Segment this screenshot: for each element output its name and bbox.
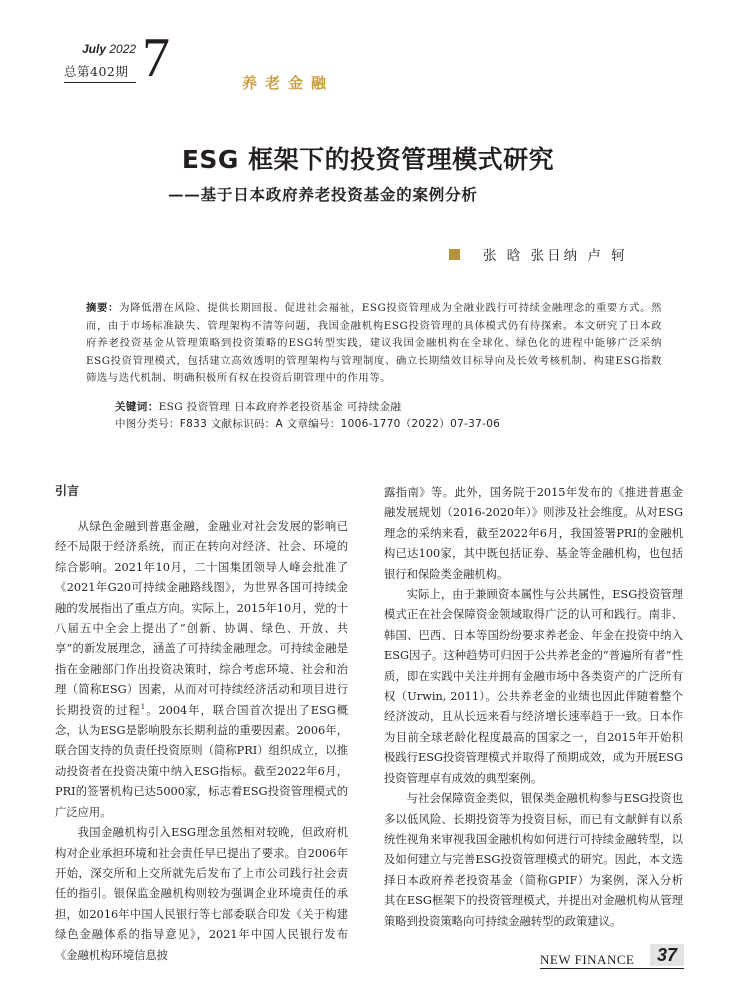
paragraph: 我国金融机构引入ESG理念虽然相对较晚，但政府机构对企业承担环境和社会责任早已提出了要求。自2006年开始，深交所和上交所就先后发布了上市公司践行社会责任的指引。银保监金融机构则较为强调企业环境责任的承担，如2016年中国人民银行等七部委联合印发《关于构建绿色金融体系的指导意见》，2021年中国人民银行发布《金融机构环境信息披	[55, 826, 348, 962]
keywords-label: 关键词：	[115, 401, 159, 413]
column-title: 养老金融	[242, 74, 335, 92]
body-column-right	[384, 483, 683, 932]
classification-line: 中图分类号：F833 文献标识码：A 文章编号：1006-1770（2022）07-37-06	[115, 418, 501, 430]
issue-month: July	[82, 42, 107, 56]
issue-number: 7	[142, 27, 170, 89]
issue-date	[82, 42, 136, 56]
abstract-text: 为降低潜在风险、提供长期回报、促进社会福祉，ESG投资管理成为全融业践行可持续金融理念的重要方式。然而，由于市场标准缺失、管理架构不清等问题，我国金融机构ESG投资管理的具体模式仍有待探索。本文研究了日本政府养老投资基金从管理策略到投资策略的ESG转型实践，建议我国金融机构在全球化、绿色化的进程中能够广泛采纳ESG投资管理模式，包括建立高效透明的管理架构与管理制度、确立长期绩效目标导向及长效考核机制、构建ESG指数筛选与迭代机制、明确积极所有权在投资后期管理中的作用等。	[86, 302, 662, 384]
journal-name: NEW FINANCE	[540, 952, 635, 967]
paragraph-text: 从绿色金融到普惠金融，金融业对社会发展的影响已经不局限于经济系统，而正在转向对经济、社会、环境的综合影响。2021年10月，二十国集团领导人峰会批准了《2021年G20可持续金融路线图》，为世界各国可持续金融的发展指出了重点方向。实际上，2015年10月，党的十八届五中全会上提出了“创新、协调、绿色、开放、共享”的新发展理念，涵盖了可持续金融理念。可持续金融是指在金融部门作出投资决策时，综合考虑环境、社会和治理（简称ESG）因素，从而对可持续经济活动和项目进行长期投资的过程	[55, 520, 348, 717]
keywords-text: ESG 投资管理 日本政府养老投资基金 可持续金融	[158, 401, 402, 413]
page-number: 37	[650, 944, 684, 966]
article-subtitle: ——基于日本政府养老投资基金的案例分析	[168, 185, 478, 204]
article-title: ESG 框架下的投资管理模式研究	[181, 145, 555, 174]
paragraph: 露指南》等。此外，国务院于2015年发布的《推进普惠金融发展规划（2016-2020年）》则涉及社会维度。从对ESG理念的采纳来看，截至2022年6月，我国签署PRI的金融机构已达100家，其中既包括证券、基金等金融机构，也包括银行和保险类金融机构。	[384, 486, 683, 581]
section-heading: 引言	[55, 484, 80, 498]
author-marker-square	[449, 249, 460, 260]
header-rule	[64, 82, 136, 83]
issue-year: 2022	[109, 42, 137, 56]
paragraph: 实际上，由于兼顾资本属性与公共属性，ESG投资管理模式正在社会保障资金领域取得广泛的认可和践行。南非、韩国、巴西、日本等国纷纷要求养老金、年金在投资中纳入ESG因子。这种趋势可归因于公共养老金的“普遍所有者”性质，即在实践中关注并拥有金融市场中各类资产的广泛所有权（Urwin, 2011）。公共养老金的业绩也因此伴随着整个经济波动，且从长远来看与经济增长速率趋于一致。日本作为目前全球老龄化程度最高的国家之一，自2015年开始积极践行ESG投资管理模式并取得了预期成效，成为开展ESG投资管理卓有成效的典型案例。	[384, 588, 683, 785]
author-list: 张 晗 张日纳 卢 轲	[483, 248, 628, 264]
keywords	[115, 399, 401, 414]
paragraph-text: 。2004年，联合国首次提出了ESG概念，认为ESG是影响股东长期利益的重要因素。2006年，联合国支持的负责任投资原则（简称PRI）组织成立，以推动投资者在投资决策中纳入ESG指标。截至2022年6月，PRI的签署机构已达5000家，标志着ESG投资管理模式的广泛应用。	[55, 703, 348, 819]
footer-rule	[540, 968, 684, 969]
footnote-ref[interactable]: 1	[140, 702, 146, 711]
body-column-left	[55, 517, 348, 966]
issue-serial: 总第402期	[64, 64, 129, 79]
abstract-label: 摘要：	[86, 302, 120, 314]
abstract	[86, 300, 662, 388]
paragraph	[55, 517, 348, 823]
paragraph: 与社会保障资金类似，银保类金融机构参与ESG投资也多以低风险、长期投资等为投资目标，而已有文献鲜有以系统性视角来审视我国金融机构如何进行可持续金融转型，以及如何建立与完善ESG投资管理模式的研究。因此，本文选择日本政府养老投资基金（简称GPIF）为案例，深入分析其在ESG框架下的投资管理模式，并提出对金融机构从管理策略到投资策略向可持续金融转型的政策建议。	[384, 792, 683, 928]
